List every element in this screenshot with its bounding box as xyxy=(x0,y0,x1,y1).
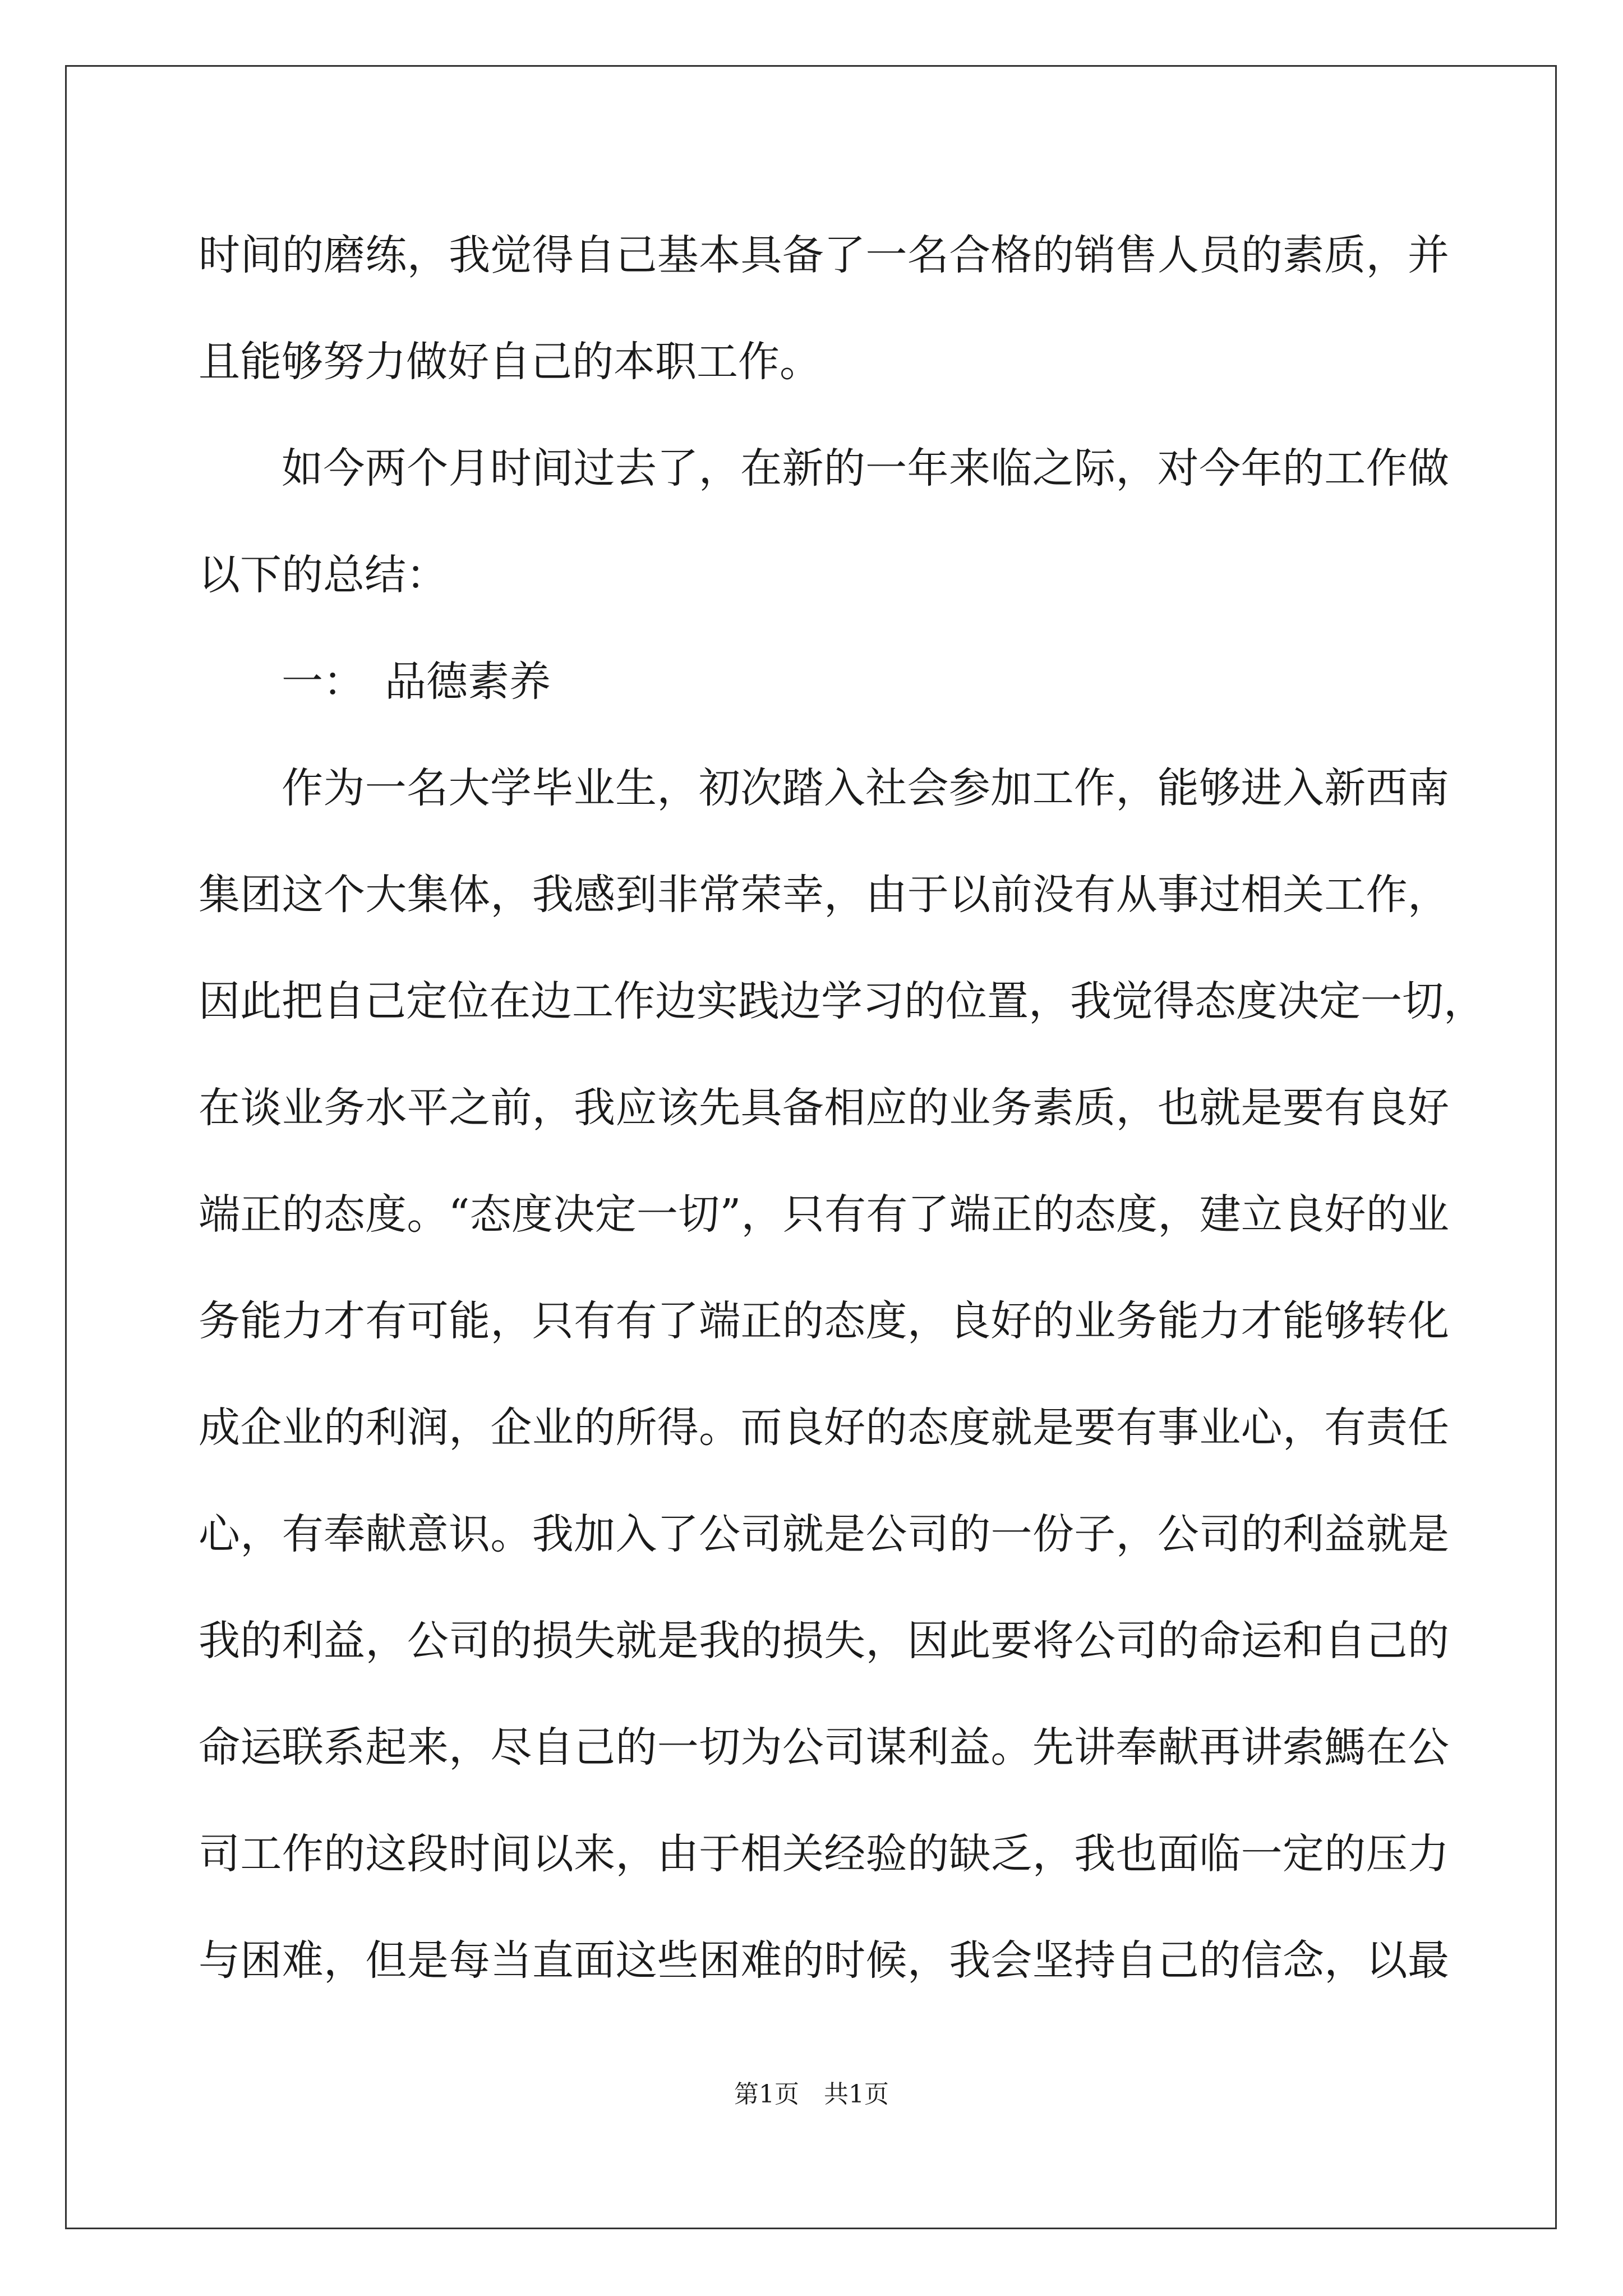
text-line: 我的利益，公司的损失就是我的损失，因此要将公司的命运和自己的 xyxy=(199,1617,1449,1665)
text-line: 与困难，但是每当直面这些困难的时候，我会坚持自己的信念，以最 xyxy=(199,1936,1449,1985)
document-body xyxy=(199,202,1485,2014)
text-line: 因此把自己定位在边工作边实践边学习的位置，我觉得态度决定一切， xyxy=(199,977,1485,1025)
text-line: 心，有奉献意识。我加入了公司就是公司的一份子，公司的利益就是 xyxy=(199,1510,1449,1558)
text-line: 端正的态度。“态度决定一切”，只有有了端正的态度，建立良好的业 xyxy=(199,1190,1449,1239)
text-line: 在谈业务水平之前，我应该先具备相应的业务素质，也就是要有良好 xyxy=(199,1084,1449,1132)
text-line: 且能够努力做好自己的本职工作。 xyxy=(199,338,821,386)
section-heading-title: 品德素养 xyxy=(385,657,551,706)
text-line: 司工作的这段时间以来，由于相关经验的缺乏，我也面临一定的压力 xyxy=(199,1830,1449,1878)
section-heading-number: 一： xyxy=(282,657,365,706)
text-line: 务能力才有可能，只有有了端正的态度，良好的业务能力才能够转化 xyxy=(199,1297,1449,1345)
text-line: 命运联系起来，尽自己的一切为公司谋利益。先讲奉献再讲索鰢在公 xyxy=(199,1723,1449,1772)
text-line: 如今两个月时间过去了，在新的一年来临之际，对今年的工作做 xyxy=(282,444,1449,493)
text-line: 集团这个大集体，我感到非常荣幸，由于以前没有从事过相关工作， xyxy=(199,871,1449,919)
text-line: 作为一名大学毕业生，初次踏入社会参加工作，能够进入新西南 xyxy=(282,764,1449,812)
text-line: 成企业的利润，企业的所得。而良好的态度就是要有事业心，有责任 xyxy=(199,1404,1449,1452)
text-line: 时间的磨练，我觉得自己基本具备了一名合格的销售人员的素质，并 xyxy=(199,231,1449,279)
page-number-footer: 第1页 共1页 xyxy=(734,2080,889,2109)
text-line: 以下的总结： xyxy=(199,551,448,599)
section-heading xyxy=(199,628,1449,735)
